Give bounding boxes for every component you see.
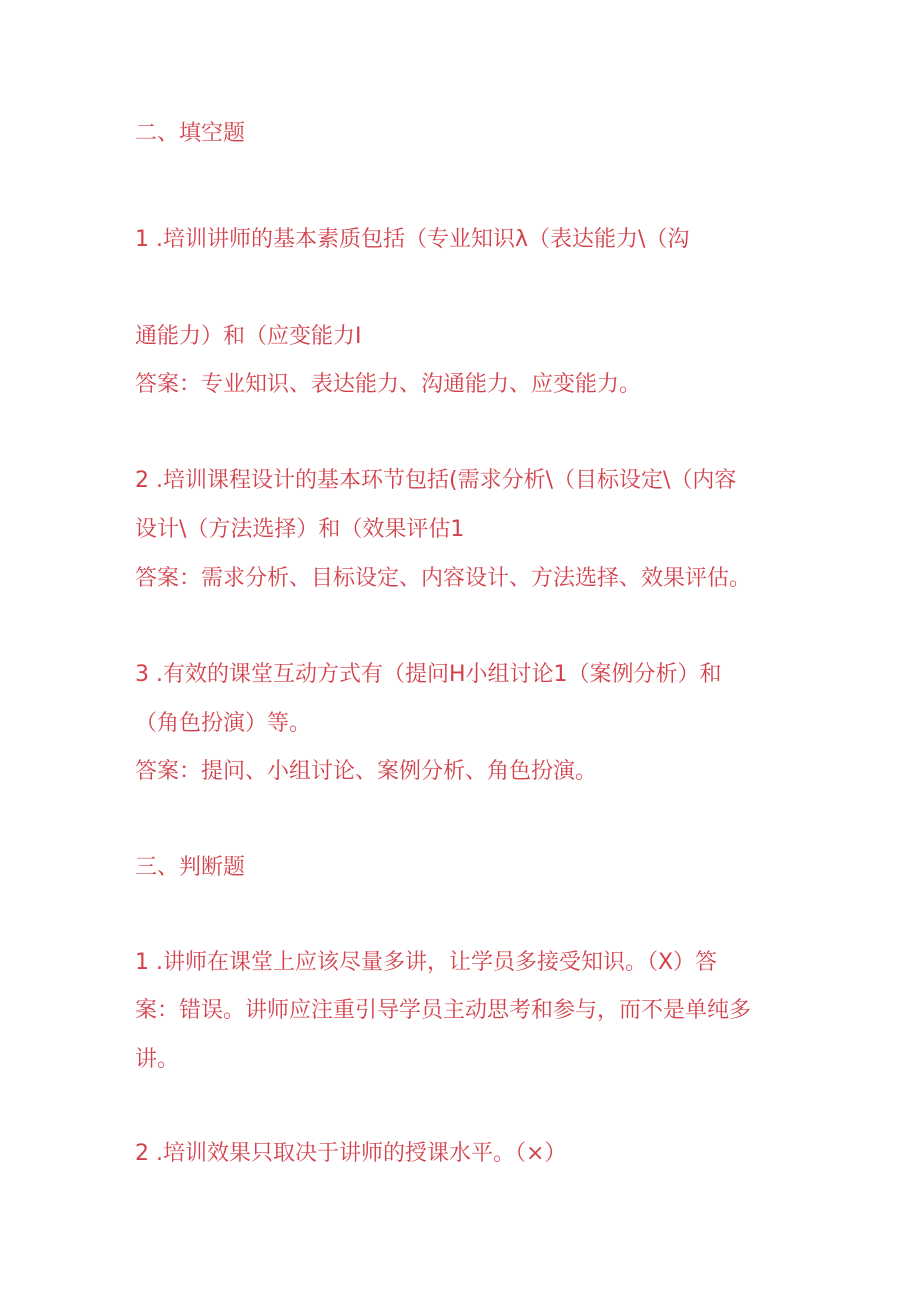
question-text-line: 案：错误。讲师应注重引导学员主动思考和参与，而不是单纯多 [135,998,752,1023]
answer-text: 答案：专业知识、表达能力、沟通能力、应变能力。 [135,372,642,397]
question-text-line: 2 .培训课程设计的基本环节包括(需求分析\（目标设定\（内容 [135,468,737,493]
answer-text: 答案：需求分析、目标设定、内容设计、方法选择、效果评估。 [135,566,752,591]
answer-text: 答案：提问、小组讨论、案例分析、角色扮演。 [135,759,598,784]
question-text-line: （角色扮演）等。 [135,711,312,736]
section-heading-true-false: 三、判断题 [135,855,246,880]
question-text-line: 讲。 [135,1047,180,1072]
question-text-line: 3 .有效的课堂互动方式有（提问H小组讨论1（案例分析）和 [135,662,722,687]
question-text-line: 2 .培训效果只取决于讲师的授课水平。（×） [135,1141,567,1166]
section-heading-fill-blank: 二、填空题 [135,121,246,146]
question-text-line: 1 .讲师在课堂上应该尽量多讲，让学员多接受知识。（X）答 [135,950,718,975]
question-text-line: 设计\（方法选择）和（效果评估1 [135,517,465,542]
question-text-line: 1 .培训讲师的基本素质包括（专业知识λ（表达能力\（沟 [135,227,690,252]
question-text-line: 通能力）和（应变能力I [135,324,362,349]
